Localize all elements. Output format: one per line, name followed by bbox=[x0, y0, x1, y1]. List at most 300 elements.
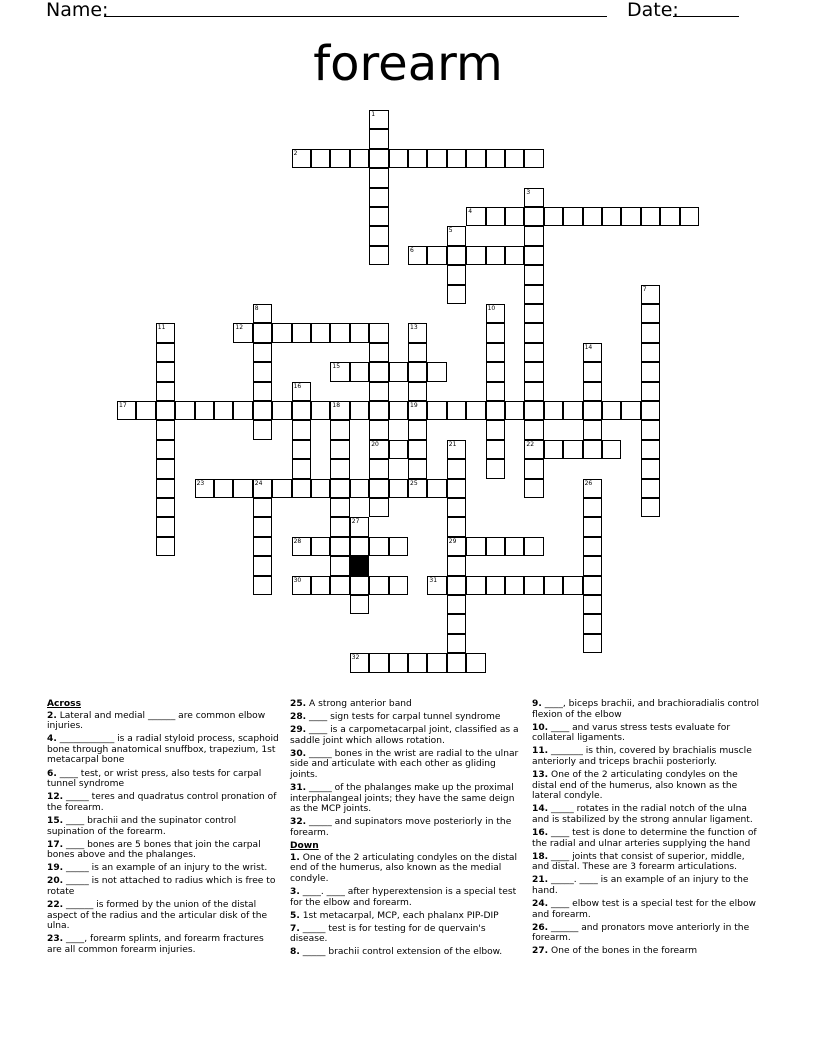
grid-cell[interactable] bbox=[447, 634, 466, 653]
grid-cell[interactable] bbox=[583, 479, 602, 498]
clue-item bbox=[290, 853, 522, 885]
grid-cell[interactable] bbox=[369, 362, 388, 381]
grid-cell[interactable] bbox=[330, 517, 349, 536]
grid-cell[interactable] bbox=[330, 440, 349, 459]
grid-cell[interactable] bbox=[524, 576, 543, 595]
grid-cell[interactable] bbox=[602, 401, 621, 420]
grid-cell[interactable] bbox=[195, 479, 214, 498]
grid-cell[interactable] bbox=[524, 149, 543, 168]
grid-cell[interactable] bbox=[583, 343, 602, 362]
grid-cell[interactable] bbox=[330, 362, 349, 381]
down-heading: Down bbox=[290, 841, 319, 852]
grid-cell[interactable] bbox=[408, 246, 427, 265]
grid-cell[interactable] bbox=[447, 576, 466, 595]
grid-cell[interactable] bbox=[389, 576, 408, 595]
clue-item-number: 9. bbox=[532, 699, 542, 709]
grid-cell[interactable] bbox=[641, 362, 660, 381]
grid-cell[interactable] bbox=[602, 207, 621, 226]
grid-cell[interactable] bbox=[447, 614, 466, 633]
clue-item bbox=[532, 699, 764, 720]
grid-cell[interactable] bbox=[524, 537, 543, 556]
grid-cell[interactable] bbox=[466, 576, 485, 595]
grid-cell[interactable] bbox=[641, 285, 660, 304]
grid-cell[interactable] bbox=[583, 362, 602, 381]
grid-cell[interactable] bbox=[311, 479, 330, 498]
clue-item bbox=[290, 911, 522, 922]
grid-cell[interactable] bbox=[369, 343, 388, 362]
grid-cell[interactable] bbox=[427, 479, 446, 498]
grid-cell[interactable] bbox=[369, 188, 388, 207]
grid-cell[interactable] bbox=[466, 537, 485, 556]
clue-item-text: 1st metacarpal, MCP, each phalanx PIP-DIP bbox=[302, 910, 499, 921]
grid-cell[interactable] bbox=[466, 401, 485, 420]
grid-cell[interactable] bbox=[486, 149, 505, 168]
grid-cell[interactable] bbox=[330, 149, 349, 168]
clue-item-number: 27. bbox=[532, 946, 549, 957]
grid-cell[interactable] bbox=[408, 401, 427, 420]
clue-number: 17 bbox=[119, 402, 127, 409]
grid-cell[interactable] bbox=[233, 479, 252, 498]
clue-number: 26 bbox=[584, 479, 593, 487]
grid-cell[interactable] bbox=[156, 401, 175, 420]
grid-cell[interactable] bbox=[447, 498, 466, 517]
grid-cell[interactable] bbox=[583, 614, 602, 633]
grid-cell[interactable] bbox=[389, 401, 408, 420]
grid-cell[interactable] bbox=[427, 576, 446, 595]
grid-cell[interactable] bbox=[583, 537, 602, 556]
clue-number: 32 bbox=[351, 654, 360, 662]
clue-item-number: 25. bbox=[290, 699, 307, 709]
grid-cell[interactable] bbox=[408, 420, 427, 439]
grid-cell[interactable] bbox=[524, 420, 543, 439]
grid-cell[interactable] bbox=[486, 440, 505, 459]
grid-cell[interactable] bbox=[330, 420, 349, 439]
clue-item bbox=[290, 817, 522, 838]
grid-cell[interactable] bbox=[563, 401, 582, 420]
clue-number: 14 bbox=[584, 343, 593, 351]
grid-cell[interactable] bbox=[408, 362, 427, 381]
clue-number: 28 bbox=[293, 537, 302, 545]
grid-cell[interactable] bbox=[447, 653, 466, 672]
clue-number: 31 bbox=[429, 576, 438, 584]
clue-item bbox=[290, 749, 522, 781]
grid-cell[interactable] bbox=[156, 517, 175, 536]
grid-cell[interactable] bbox=[369, 110, 388, 129]
grid-cell[interactable] bbox=[641, 479, 660, 498]
grid-cell[interactable] bbox=[350, 362, 369, 381]
grid-cell[interactable] bbox=[292, 440, 311, 459]
grid-cell[interactable] bbox=[505, 401, 524, 420]
grid-cell[interactable] bbox=[389, 362, 408, 381]
clue-item-text: _____ is an example of an injury to the wrist. bbox=[66, 863, 268, 874]
grid-cell[interactable] bbox=[524, 265, 543, 284]
grid-cell[interactable] bbox=[486, 576, 505, 595]
grid-cell[interactable] bbox=[156, 420, 175, 439]
grid-cell[interactable] bbox=[253, 576, 272, 595]
grid-cell[interactable] bbox=[408, 323, 427, 342]
grid-cell[interactable] bbox=[447, 595, 466, 614]
grid-cell[interactable] bbox=[253, 343, 272, 362]
grid-cell[interactable] bbox=[524, 207, 543, 226]
grid-cell[interactable] bbox=[156, 343, 175, 362]
grid-cell[interactable] bbox=[330, 459, 349, 478]
clue-item-text: ______ is formed by the union of the distal aspect of the radius and the articular disk of the ulna. bbox=[47, 900, 268, 932]
grid-cell[interactable] bbox=[524, 459, 543, 478]
grid-cell[interactable] bbox=[486, 401, 505, 420]
grid-cell[interactable] bbox=[330, 479, 349, 498]
grid-cell[interactable] bbox=[369, 401, 388, 420]
grid-cell[interactable] bbox=[427, 362, 446, 381]
grid-cell[interactable] bbox=[544, 207, 563, 226]
grid-cell[interactable] bbox=[369, 459, 388, 478]
clue-number: 16 bbox=[293, 382, 302, 390]
grid-cell[interactable] bbox=[583, 207, 602, 226]
grid-cell[interactable] bbox=[389, 149, 408, 168]
grid-cell[interactable] bbox=[311, 576, 330, 595]
grid-cell[interactable] bbox=[350, 653, 369, 672]
grid-cell[interactable] bbox=[544, 440, 563, 459]
grid-cell[interactable] bbox=[292, 459, 311, 478]
grid-cell[interactable] bbox=[214, 479, 233, 498]
grid-cell[interactable] bbox=[389, 537, 408, 556]
grid-cell[interactable] bbox=[369, 537, 388, 556]
grid-cell[interactable] bbox=[369, 226, 388, 245]
grid-cell[interactable] bbox=[369, 382, 388, 401]
grid-cell[interactable] bbox=[524, 285, 543, 304]
grid-cell[interactable] bbox=[447, 556, 466, 575]
grid-cell[interactable] bbox=[233, 401, 252, 420]
grid-cell[interactable] bbox=[369, 149, 388, 168]
grid-cell[interactable] bbox=[369, 653, 388, 672]
grid-cell[interactable] bbox=[505, 576, 524, 595]
grid-cell[interactable] bbox=[583, 576, 602, 595]
grid-cell[interactable] bbox=[524, 362, 543, 381]
grid-cell[interactable] bbox=[292, 479, 311, 498]
grid-cell[interactable] bbox=[447, 401, 466, 420]
clue-item bbox=[532, 946, 764, 957]
grid-cell[interactable] bbox=[253, 420, 272, 439]
clue-item-number: 4. bbox=[47, 734, 57, 745]
grid-cell[interactable] bbox=[621, 401, 640, 420]
clue-item-text: _____ of the phalanges make up the proximal interphalangeal joints; they have the same deign as the MCP joints. bbox=[290, 783, 515, 815]
clue-number: 1 bbox=[371, 111, 376, 118]
clue-item bbox=[290, 725, 522, 746]
clue-item-text: ____________ is a radial styloid process, scaphoid bone through anatomical snuffbox, trapezium, 1st metacarpal bone bbox=[47, 734, 279, 766]
grid-cell[interactable] bbox=[350, 517, 369, 536]
clue-item bbox=[47, 840, 279, 861]
grid-cell[interactable] bbox=[486, 420, 505, 439]
grid-cell[interactable] bbox=[486, 537, 505, 556]
grid-cell[interactable] bbox=[253, 537, 272, 556]
grid-cell[interactable] bbox=[486, 304, 505, 323]
grid-cell[interactable] bbox=[369, 479, 388, 498]
grid-cell[interactable] bbox=[505, 207, 524, 226]
grid-cell[interactable] bbox=[524, 188, 543, 207]
grid-cell[interactable] bbox=[156, 362, 175, 381]
grid-cell[interactable] bbox=[350, 323, 369, 342]
grid-cell[interactable] bbox=[156, 479, 175, 498]
grid-cell[interactable] bbox=[369, 440, 388, 459]
grid-cell[interactable] bbox=[195, 401, 214, 420]
clue-item bbox=[290, 699, 522, 710]
grid-cell[interactable] bbox=[389, 653, 408, 672]
clue-item bbox=[532, 746, 764, 767]
grid-cell[interactable] bbox=[447, 265, 466, 284]
grid-cell[interactable] bbox=[544, 401, 563, 420]
grid-cell[interactable] bbox=[641, 323, 660, 342]
grid-cell[interactable] bbox=[447, 479, 466, 498]
grid-cell[interactable] bbox=[641, 498, 660, 517]
clue-item-number: 1. bbox=[290, 852, 300, 863]
grid-cell[interactable] bbox=[583, 634, 602, 653]
grid-cell[interactable] bbox=[486, 459, 505, 478]
grid-cell[interactable] bbox=[272, 479, 291, 498]
grid-cell[interactable] bbox=[369, 246, 388, 265]
clue-item-number: 18. bbox=[532, 851, 549, 862]
clue-item-number: 23. bbox=[47, 934, 64, 945]
grid-cell[interactable] bbox=[583, 595, 602, 614]
grid-cell[interactable] bbox=[330, 401, 349, 420]
clue-number: 10 bbox=[487, 305, 496, 312]
clue-item-text: ____ joints that consist of superior, middle, and distal. These are 3 forearm articulations. bbox=[532, 851, 745, 873]
grid-cell[interactable] bbox=[486, 362, 505, 381]
grid-cell[interactable] bbox=[389, 440, 408, 459]
grid-cell[interactable] bbox=[350, 595, 369, 614]
grid-cell[interactable] bbox=[583, 420, 602, 439]
grid-cell[interactable] bbox=[330, 576, 349, 595]
grid-cell[interactable] bbox=[524, 479, 543, 498]
grid-cell[interactable] bbox=[641, 382, 660, 401]
grid-cell[interactable] bbox=[427, 149, 446, 168]
grid-cell[interactable] bbox=[641, 304, 660, 323]
grid-cell[interactable] bbox=[408, 440, 427, 459]
grid-cell[interactable] bbox=[641, 401, 660, 420]
grid-cell[interactable] bbox=[350, 576, 369, 595]
grid-cell[interactable] bbox=[427, 401, 446, 420]
grid-cell[interactable] bbox=[253, 556, 272, 575]
grid-cell[interactable] bbox=[272, 323, 291, 342]
grid-cell[interactable] bbox=[563, 576, 582, 595]
grid-cell[interactable] bbox=[253, 401, 272, 420]
grid-cell[interactable] bbox=[117, 401, 136, 420]
grid-cell[interactable] bbox=[156, 498, 175, 517]
grid-cell[interactable] bbox=[311, 323, 330, 342]
clue-item-number: 12. bbox=[47, 792, 64, 803]
clue-item-number: 28. bbox=[290, 712, 307, 723]
grid-cell[interactable] bbox=[447, 246, 466, 265]
clue-item bbox=[47, 792, 279, 813]
grid-cell[interactable] bbox=[466, 653, 485, 672]
grid-cell[interactable] bbox=[408, 479, 427, 498]
grid-cell[interactable] bbox=[369, 420, 388, 439]
grid-cell[interactable] bbox=[272, 401, 291, 420]
clue-number: 24 bbox=[254, 479, 263, 487]
grid-cell[interactable] bbox=[330, 323, 349, 342]
grid-cell[interactable] bbox=[583, 498, 602, 517]
clue-item bbox=[47, 816, 279, 837]
grid-cell[interactable] bbox=[583, 382, 602, 401]
clue-item-text: _____. ____ is an example of an injury to the hand. bbox=[532, 875, 749, 896]
grid-cell[interactable] bbox=[233, 323, 252, 342]
grid-cell[interactable] bbox=[524, 226, 543, 245]
clue-item-text: ____, biceps brachii, and brachioradialis control flexion of the elbow bbox=[532, 699, 759, 720]
grid-cell[interactable] bbox=[292, 576, 311, 595]
grid-cell[interactable] bbox=[544, 576, 563, 595]
grid-cell[interactable] bbox=[253, 517, 272, 536]
clue-number: 23 bbox=[196, 479, 205, 487]
grid-cell[interactable] bbox=[408, 343, 427, 362]
grid-cell[interactable] bbox=[214, 401, 233, 420]
grid-cell[interactable] bbox=[563, 440, 582, 459]
clue-item-text: A strong anterior band bbox=[309, 699, 412, 709]
clue-item-text: ____ elbow test is a special test for the elbow and forearm. bbox=[532, 899, 756, 920]
grid-cell[interactable] bbox=[156, 382, 175, 401]
grid-cell[interactable] bbox=[641, 459, 660, 478]
grid-cell[interactable] bbox=[583, 401, 602, 420]
grid-cell[interactable] bbox=[524, 246, 543, 265]
grid-cell[interactable] bbox=[641, 343, 660, 362]
grid-cell[interactable] bbox=[369, 576, 388, 595]
grid-cell[interactable] bbox=[583, 517, 602, 536]
grid-cell[interactable] bbox=[350, 401, 369, 420]
grid-cell[interactable] bbox=[253, 323, 272, 342]
grid-cell[interactable] bbox=[466, 149, 485, 168]
clue-number: 21 bbox=[448, 440, 457, 448]
grid-cell[interactable] bbox=[427, 246, 446, 265]
grid-cell[interactable] bbox=[330, 556, 349, 575]
grid-cell[interactable] bbox=[447, 285, 466, 304]
grid-cell[interactable] bbox=[369, 323, 388, 342]
clue-item-number: 2. bbox=[47, 710, 57, 721]
grid-cell[interactable] bbox=[524, 440, 543, 459]
grid-cell[interactable] bbox=[156, 323, 175, 342]
grid-cell[interactable] bbox=[292, 537, 311, 556]
grid-cell[interactable] bbox=[524, 343, 543, 362]
clue-number: 2 bbox=[293, 149, 298, 157]
grid-cell[interactable] bbox=[524, 382, 543, 401]
clue-item bbox=[47, 711, 279, 732]
grid-cell[interactable] bbox=[486, 246, 505, 265]
grid-cell[interactable] bbox=[524, 401, 543, 420]
clue-item bbox=[290, 712, 522, 723]
grid-cell[interactable] bbox=[466, 246, 485, 265]
name-label: Name: bbox=[46, 0, 109, 21]
grid-cell[interactable] bbox=[408, 149, 427, 168]
grid-cell[interactable] bbox=[292, 401, 311, 420]
grid-cell[interactable] bbox=[175, 401, 194, 420]
grid-cell[interactable] bbox=[505, 246, 524, 265]
grid-cell[interactable] bbox=[311, 537, 330, 556]
grid-cell[interactable] bbox=[602, 440, 621, 459]
grid-cell[interactable] bbox=[292, 420, 311, 439]
clue-item bbox=[47, 876, 279, 897]
grid-cell[interactable] bbox=[524, 323, 543, 342]
grid-cell[interactable] bbox=[524, 304, 543, 323]
grid-cell[interactable] bbox=[350, 479, 369, 498]
clue-item bbox=[290, 947, 522, 958]
clue-item-text: One of the 2 articulating condyles on the distal end of the humerus, also known as the lateral condyle. bbox=[532, 770, 738, 802]
grid-cell[interactable] bbox=[505, 149, 524, 168]
grid-cell[interactable] bbox=[660, 207, 679, 226]
clue-item-number: 21. bbox=[532, 875, 549, 886]
grid-cell[interactable] bbox=[447, 537, 466, 556]
clue-item-text: ____ is a carpometacarpal joint, classified as a saddle joint which allows rotation. bbox=[290, 725, 519, 746]
grid-cell[interactable] bbox=[253, 479, 272, 498]
grid-cell[interactable] bbox=[408, 653, 427, 672]
grid-cell[interactable] bbox=[486, 323, 505, 342]
grid-cell[interactable] bbox=[641, 207, 660, 226]
grid-cell[interactable] bbox=[447, 149, 466, 168]
grid-cell[interactable] bbox=[156, 459, 175, 478]
grid-cell[interactable] bbox=[311, 401, 330, 420]
grid-cell[interactable] bbox=[447, 440, 466, 459]
clue-item bbox=[532, 852, 764, 873]
grid-cell[interactable] bbox=[253, 382, 272, 401]
grid-cell[interactable] bbox=[641, 440, 660, 459]
grid-cell[interactable] bbox=[253, 498, 272, 517]
clue-number: 7 bbox=[642, 285, 647, 293]
grid-cell[interactable] bbox=[621, 207, 640, 226]
clue-item-number: 3. bbox=[290, 887, 300, 897]
across-heading: Across bbox=[47, 699, 81, 709]
grid-cell[interactable] bbox=[583, 556, 602, 575]
grid-cell[interactable] bbox=[427, 653, 446, 672]
clue-number: 20 bbox=[371, 440, 379, 448]
grid-cell[interactable] bbox=[447, 459, 466, 478]
grid-cell[interactable] bbox=[486, 343, 505, 362]
grid-cell[interactable] bbox=[292, 323, 311, 342]
grid-cell[interactable] bbox=[466, 207, 485, 226]
grid-cell[interactable] bbox=[156, 537, 175, 556]
grid-cell[interactable] bbox=[447, 517, 466, 536]
clue-item bbox=[532, 923, 764, 944]
grid-cell[interactable] bbox=[330, 498, 349, 517]
grid-cell[interactable] bbox=[156, 440, 175, 459]
grid-cell[interactable] bbox=[350, 537, 369, 556]
grid-cell[interactable] bbox=[369, 168, 388, 187]
grid-cell[interactable] bbox=[292, 382, 311, 401]
clue-item-number: 32. bbox=[290, 817, 307, 828]
grid-cell[interactable] bbox=[292, 149, 311, 168]
grid-cell[interactable] bbox=[253, 362, 272, 381]
grid-cell[interactable] bbox=[330, 537, 349, 556]
grid-cell[interactable] bbox=[369, 207, 388, 226]
grid-cell[interactable] bbox=[641, 420, 660, 439]
grid-cell[interactable] bbox=[253, 304, 272, 323]
grid-cell[interactable] bbox=[486, 207, 505, 226]
grid-cell[interactable] bbox=[447, 226, 466, 245]
grid-cell[interactable] bbox=[583, 440, 602, 459]
grid-cell[interactable] bbox=[408, 459, 427, 478]
clue-item-number: 5. bbox=[290, 910, 300, 921]
grid-cell[interactable] bbox=[486, 382, 505, 401]
grid-cell[interactable] bbox=[369, 129, 388, 148]
grid-cell[interactable] bbox=[505, 537, 524, 556]
grid-cell[interactable] bbox=[408, 382, 427, 401]
grid-cell[interactable] bbox=[311, 149, 330, 168]
grid-cell[interactable] bbox=[369, 498, 388, 517]
grid-cell[interactable] bbox=[680, 207, 699, 226]
clue-number: 18 bbox=[332, 402, 341, 409]
clue-item-text: _____ brachii control extension of the elbow. bbox=[302, 947, 503, 958]
clue-item-text: _____ bones in the wrist are radial to the ulnar side and articulate with each other as gliding joints. bbox=[290, 748, 519, 781]
grid-cell[interactable] bbox=[563, 207, 582, 226]
grid-cell[interactable] bbox=[350, 149, 369, 168]
grid-cell[interactable] bbox=[389, 479, 408, 498]
clue-number: 27 bbox=[351, 518, 360, 526]
grid-cell[interactable] bbox=[136, 401, 155, 420]
clue-item bbox=[47, 934, 279, 955]
